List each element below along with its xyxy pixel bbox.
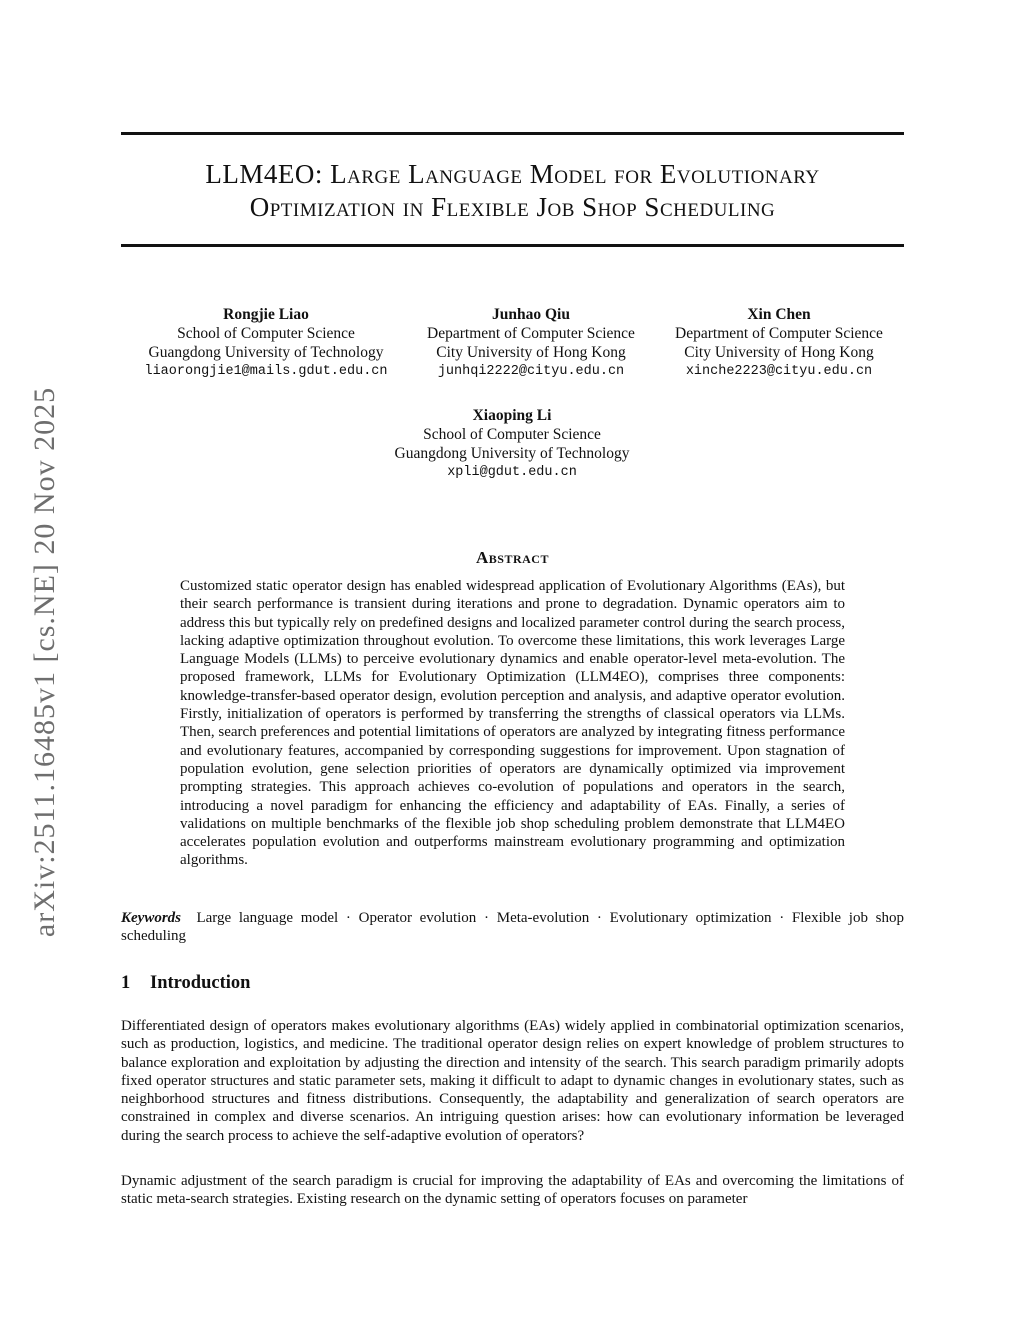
author-name: Rongjie Liao (223, 306, 309, 323)
author-name: Xiaoping Li (472, 407, 552, 424)
keywords-label: Keywords (121, 910, 181, 926)
author-email[interactable]: xpli@gdut.edu.cn (447, 465, 577, 480)
paper-title (121, 158, 904, 224)
arxiv-identifier: arXiv:2511.16485v1 [cs.NE] 20 Nov 2025 (28, 386, 61, 938)
abstract-heading: Abstract (476, 548, 549, 567)
body-paragraph: Differentiated design of operators makes evolutionary algorithms (EAs) widely applied in combinatorial optimization scenarios, such as production, logistics, and medicine. The traditional operator design relies on expert knowledge of problem structures to balance exploration and exploitation by adjusting the direction and intensity of the search. This search paradigm primarily adopts fixed operator structures and static parameter sets, making it difficult to adapt to dynamic changes in evolutionary states, such as neighborhood structures and fitness distributions. Consequently, the adaptability and generalization of search operators are constrained in complex and diverse scenarios. An intriguing question arises: how can evolutionary information be leveraged during the search process to achieve the self-adaptive evolution of operators? (121, 1018, 904, 1144)
author-department: School of Computer Science (177, 325, 355, 342)
author-affiliation: City University of Hong Kong (684, 344, 874, 361)
body-paragraph: Dynamic adjustment of the search paradigm is crucial for improving the adaptability of EAs and overcoming the limitations of static meta-search strategies. Existing research on the dynamic setting of operators focuses on parameter (121, 1173, 904, 1208)
author-block (654, 305, 904, 381)
title-bottom-rule (121, 244, 904, 247)
author-email[interactable]: xinche2223@cityu.edu.cn (685, 364, 873, 379)
abstract-text: Customized static operator design has enabled widespread application of Evolutionary Algorithms (EAs), but their search performance is transient during iterations and prone to degradation. Dynamic operators aim to address this but typically rely on predefined designs and localized parameter control during the search process, lacking adaptive optimization throughout evolution. To overcome these limitations, this work leverages Large Language Models (LLMs) to perceive evolutionary dynamics and enable operator-level meta-evolution. The proposed framework, LLMs for Evolutionary Optimization (LLM4EO), comprises three components: knowledge-transfer-based operator design, evolution perception and analysis, and adaptive operator evolution. Firstly, initialization of operators is performed by transferring the strengths of classical operators via LLMs. Then, search preferences and potential limitations of operators are analyzed by integrating fitness performance and evolutionary features, accompanied by corresponding suggestions for improvement. Upon stagnation of population evolution, gene selection priorities of operators are dynamically optimized via improvement prompting strategies. This approach achieves co-evolution of populations and operators in the search, introducing a novel paradigm for enhancing the efficiency and adaptability of EAs. Finally, a series of validations on multiple benchmarks of the flexible job shop scheduling problem demonstrate that LLM4EO accelerates population evolution and outperforms mainstream evolutionary programming and optimization algorithms. (180, 578, 845, 869)
title-top-rule (121, 132, 904, 135)
author-name: Xin Chen (747, 306, 811, 323)
title-line-1: LLM4EO: Large Language Model for Evolutionary (205, 159, 820, 189)
section-heading (121, 973, 250, 994)
author-block (121, 305, 411, 381)
author-email[interactable]: junhqi2222@cityu.edu.cn (437, 364, 625, 379)
title-line-2: Optimization in Flexible Job Shop Scheduling (249, 192, 776, 222)
section-number: 1 (121, 973, 131, 993)
section-title: Introduction (150, 973, 251, 993)
keywords (121, 909, 904, 946)
author-name: Junhao Qiu (492, 306, 570, 323)
author-block (372, 406, 652, 482)
keywords-text: Large language model · Operator evolution · Meta-evolution · Evolutionary optimization · Flexible job shop scheduling (121, 910, 905, 945)
author-email[interactable]: liaorongjie1@mails.gdut.edu.cn (144, 364, 388, 379)
author-department: School of Computer Science (423, 426, 601, 443)
author-affiliation: City University of Hong Kong (436, 344, 626, 361)
author-department: Department of Computer Science (427, 325, 635, 342)
author-department: Department of Computer Science (675, 325, 883, 342)
author-affiliation: Guangdong University of Technology (394, 445, 630, 462)
author-affiliation: Guangdong University of Technology (148, 344, 384, 361)
author-block (406, 305, 656, 381)
